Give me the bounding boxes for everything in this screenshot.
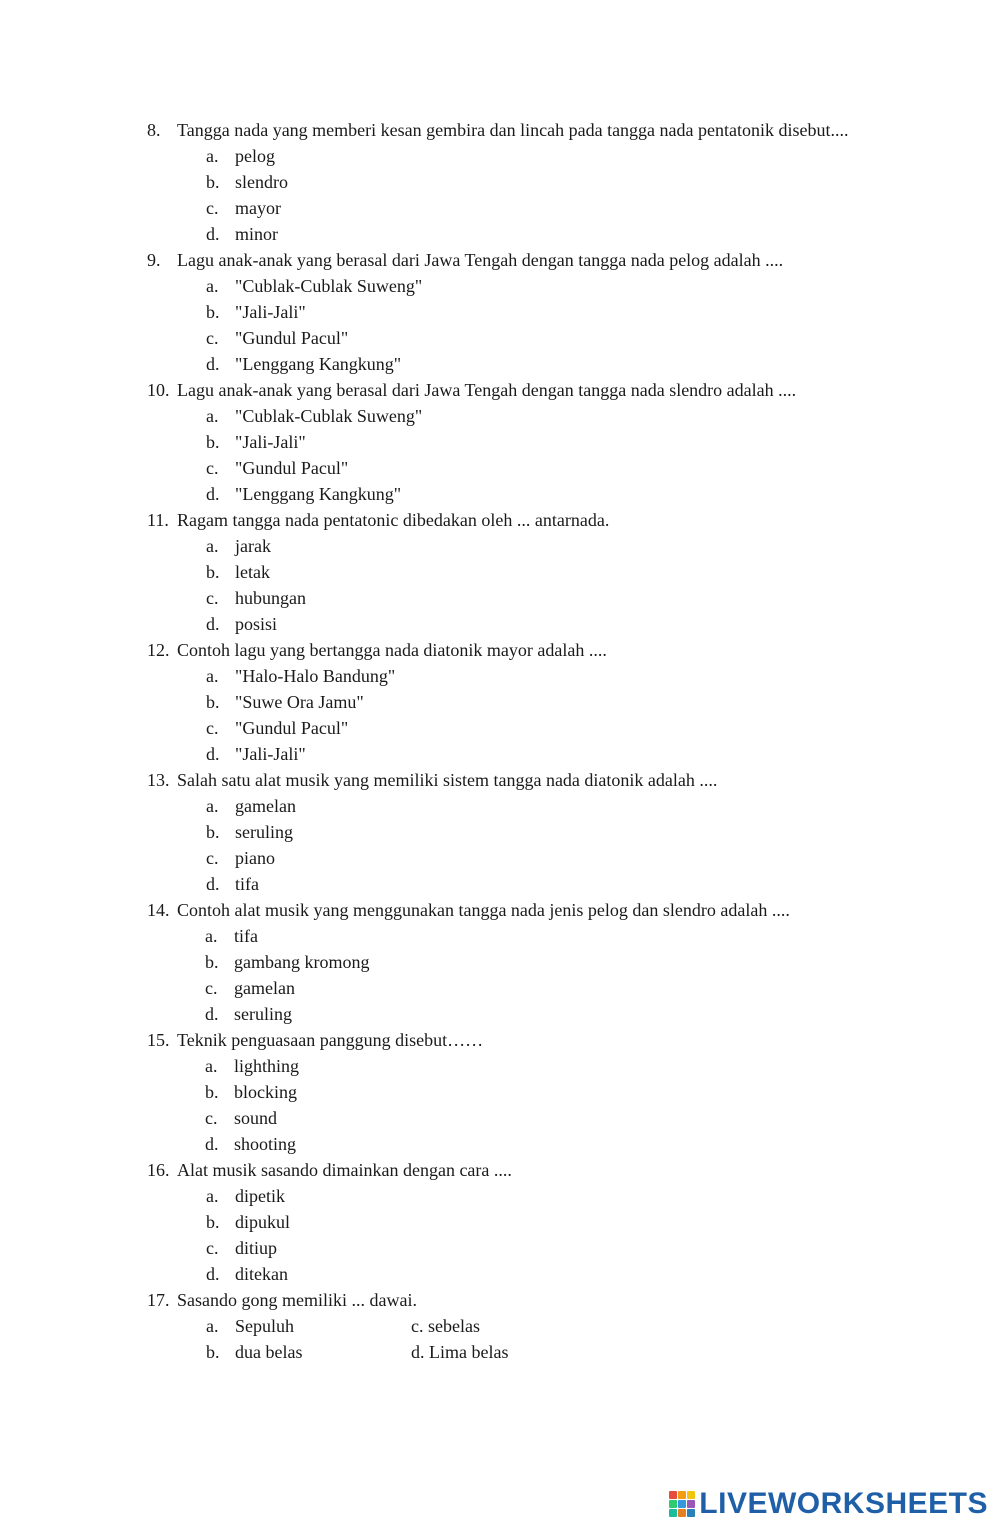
logo-grid-icon [669,1491,695,1517]
option-d[interactable]: d. ditekan [206,1264,288,1284]
option-list [0,533,1000,637]
logo-square [687,1491,695,1499]
option-c[interactable]: c. "Gundul Pacul" [206,458,349,478]
option-b[interactable]: b. slendro [206,172,288,192]
option-c[interactable]: c. sebelas [411,1316,480,1336]
question-text: Contoh lagu yang bertangga nada diatonik mayor adalah .... [177,640,607,660]
logo-square [669,1500,677,1508]
option-c[interactable]: c. "Gundul Pacul" [206,328,349,348]
option-a[interactable]: a. gamelan [206,796,296,816]
option-b[interactable]: b. "Suwe Ora Jamu" [206,692,364,712]
option-list [0,1053,1000,1157]
question-number: 15. [147,1030,170,1050]
option-b[interactable]: b. gambang kromong [205,952,370,972]
option-b[interactable]: b. letak [206,562,270,582]
option-d[interactable]: d. minor [206,224,278,244]
question-number: 14. [147,900,170,920]
logo-square [687,1509,695,1517]
question-number: 10. [147,380,170,400]
question-text: Ragam tangga nada pentatonic dibedakan oleh ... antarnada. [177,510,610,530]
worksheet [0,117,1000,1365]
option-a[interactable]: a. "Halo-Halo Bandung" [206,666,396,686]
question-text: Alat musik sasando dimainkan dengan cara .... [177,1160,512,1180]
question-11 [0,507,1000,637]
option-c[interactable]: c. piano [206,848,275,868]
option-c[interactable]: c. sound [205,1108,278,1128]
question-number: 12. [147,640,170,660]
logo-square [678,1500,686,1508]
option-d[interactable]: d. posisi [206,614,278,634]
logo-square [687,1500,695,1508]
question-10 [0,377,1000,507]
question-text: Salah satu alat musik yang memiliki sistem tangga nada diatonik adalah .... [177,770,718,790]
option-c[interactable]: c. ditiup [206,1238,278,1258]
question-number: 16. [147,1160,170,1180]
question-text: Sasando gong memiliki ... dawai. [177,1290,417,1310]
option-list [0,143,1000,247]
question-8 [0,117,1000,247]
option-d[interactable]: d. Lima belas [411,1342,509,1362]
logo-text: LIVEWORKSHEETS [699,1487,988,1520]
option-d[interactable]: d. seruling [205,1004,292,1024]
option-d[interactable]: d. tifa [206,874,259,894]
question-text: Contoh alat musik yang menggunakan tangga nada jenis pelog dan slendro adalah .... [177,900,790,920]
question-17 [0,1287,1000,1365]
option-d[interactable]: d. shooting [205,1134,297,1154]
option-a[interactable]: a. dipetik [206,1186,285,1206]
option-d[interactable]: d. "Jali-Jali" [206,744,306,764]
logo-square [678,1491,686,1499]
liveworksheets-logo [669,1487,988,1521]
logo-square [669,1509,677,1517]
question-number: 8. [147,120,161,140]
question-16 [0,1157,1000,1287]
question-text: Tangga nada yang memberi kesan gembira dan lincah pada tangga nada pentatonik disebut.... [177,120,849,140]
option-d[interactable]: d. "Lenggang Kangkung" [206,484,402,504]
option-a[interactable]: a. lighthing [205,1056,300,1076]
question-number: 9. [147,250,161,270]
question-number: 13. [147,770,170,790]
option-a[interactable]: a. "Cublak-Cublak Suweng" [206,406,423,426]
option-list [0,1183,1000,1287]
question-text: Lagu anak-anak yang berasal dari Jawa Tengah dengan tangga nada slendro adalah .... [177,380,797,400]
option-b[interactable]: b. "Jali-Jali" [206,432,306,452]
option-c[interactable]: c. "Gundul Pacul" [206,718,349,738]
question-number: 17. [147,1290,170,1310]
option-b[interactable]: b. blocking [205,1082,297,1102]
option-d[interactable]: d. "Lenggang Kangkung" [206,354,402,374]
question-9 [0,247,1000,377]
logo-square [678,1509,686,1517]
option-grid [0,1313,1000,1365]
option-a[interactable]: a. jarak [206,536,271,556]
option-c[interactable]: c. gamelan [205,978,295,998]
logo-square [669,1491,677,1499]
option-b[interactable]: b. "Jali-Jali" [206,302,306,322]
option-b[interactable]: b. dua belas [206,1342,303,1362]
option-list [0,663,1000,767]
question-15 [0,1027,1000,1157]
option-a[interactable]: a. "Cublak-Cublak Suweng" [206,276,423,296]
question-text: Lagu anak-anak yang berasal dari Jawa Tengah dengan tangga nada pelog adalah .... [177,250,784,270]
question-12 [0,637,1000,767]
option-a[interactable]: a. Sepuluh [206,1316,295,1336]
option-b[interactable]: b. seruling [206,822,293,842]
option-a[interactable]: a. tifa [205,926,258,946]
question-number: 11. [147,510,169,530]
question-text: Teknik penguasaan panggung disebut…… [177,1030,484,1050]
option-c[interactable]: c. mayor [206,198,281,218]
option-row [0,1339,1000,1365]
option-list [0,403,1000,507]
question-14 [0,897,1000,1027]
question-13 [0,767,1000,897]
option-b[interactable]: b. dipukul [206,1212,291,1232]
option-list [0,793,1000,897]
option-a[interactable]: a. pelog [206,146,275,166]
option-list [0,273,1000,377]
option-row [0,1313,1000,1339]
option-c[interactable]: c. hubungan [206,588,306,608]
option-list [0,923,1000,1027]
